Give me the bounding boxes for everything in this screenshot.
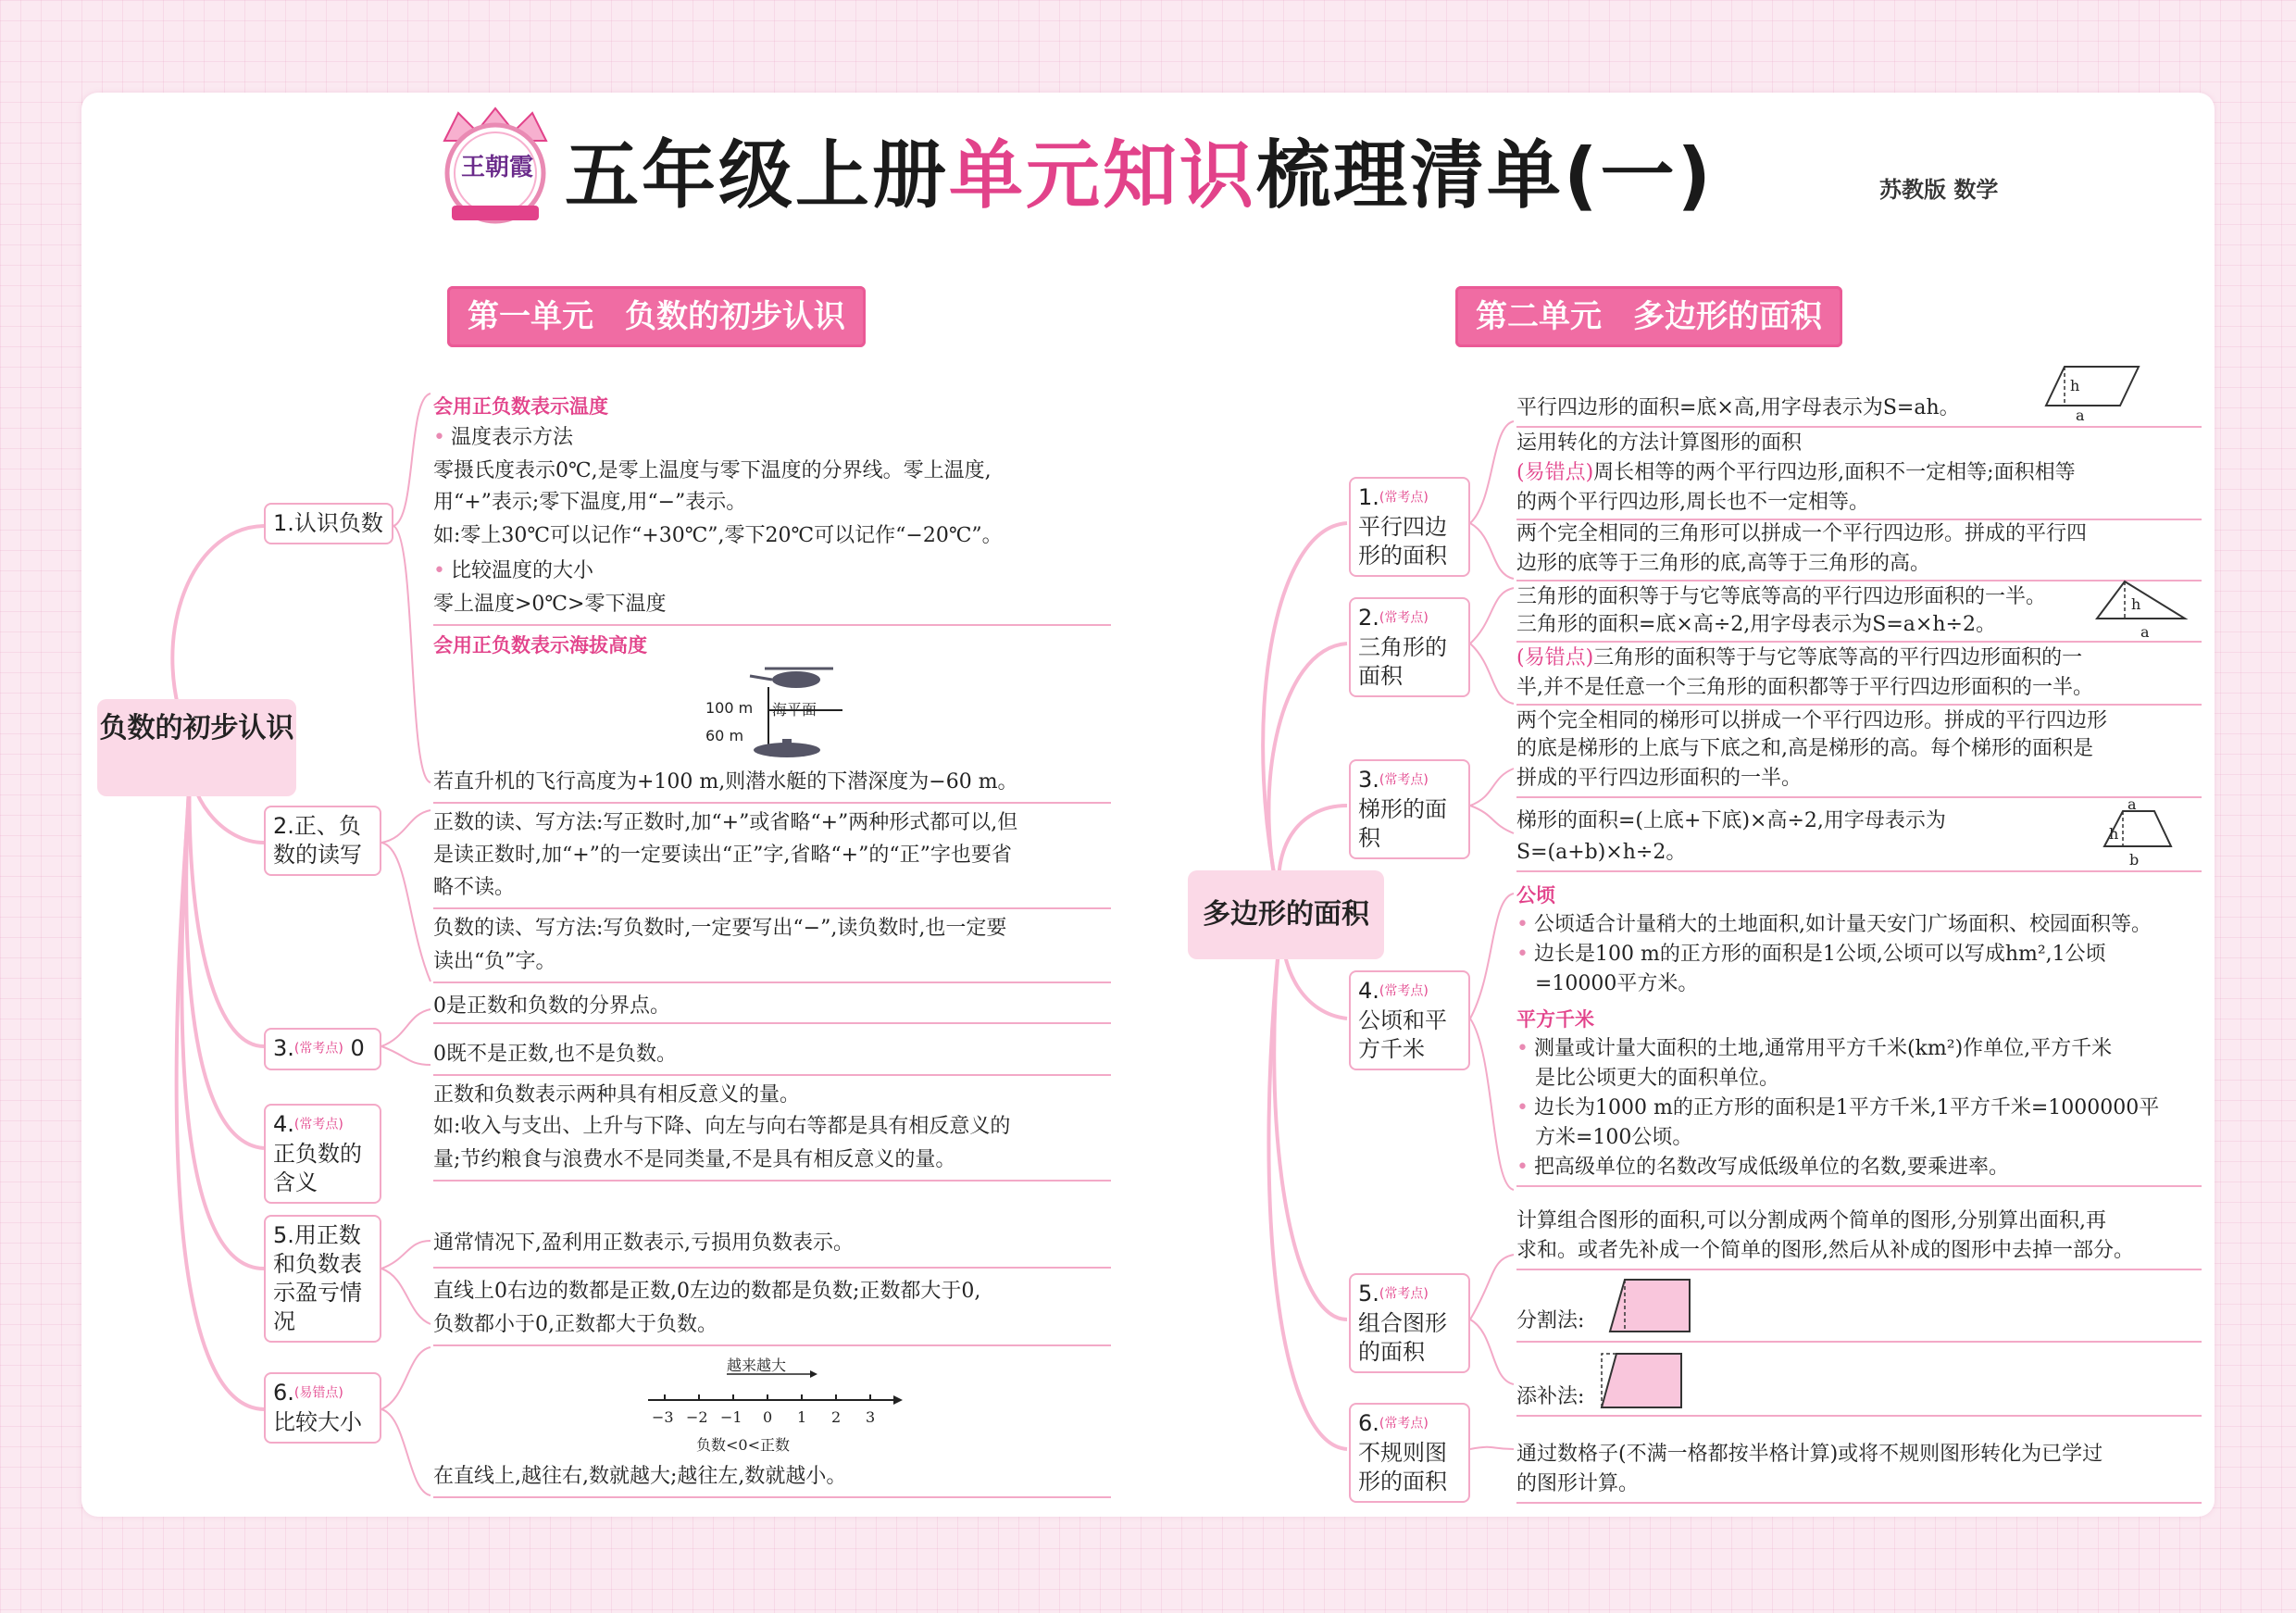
divider (433, 624, 1111, 626)
altitude-heading: 会用正负数表示海拔高度 (433, 634, 647, 656)
fig-label-a: a (2140, 623, 2150, 641)
read-write-positive-2: 是读正数时,加“+”的一定要读出“正”字,省略“+”的“正”字也要省 (433, 844, 1012, 867)
tick-label: 1 (797, 1408, 807, 1426)
parallelogram-figure (2041, 363, 2143, 422)
zero-line-1: 0是正数和负数的分界点。 (433, 994, 670, 1018)
triangle-line-1: 三角形的面积等于与它等底等高的平行四边形面积的一半。 (1516, 585, 2047, 608)
split-method-label: 分割法: (1516, 1309, 1585, 1332)
composite-line-2: 求和。或者先补成一个简单的图形,然后从补成的图形中去掉一部分。 (1516, 1239, 2134, 1262)
unit1-node-2: 2.正、负数的读写 (264, 806, 381, 876)
divider (1516, 1269, 2202, 1270)
page-title: 五年级上册单元知识梳理清单(一) (565, 132, 1715, 219)
parallelogram-error-1: 周长相等的两个平行四边形,面积不一定相等;面积相等 (1593, 461, 2076, 484)
temp-line-2: 用“+”表示;零下温度,用“−”表示。 (433, 491, 747, 514)
divider (1516, 870, 2202, 872)
tick-label: −1 (720, 1408, 742, 1426)
tick-label: −3 (652, 1408, 674, 1426)
sqkm-bullet-3: • 把高级单位的名数改写成低级单位的名数,要乘进率。 (1516, 1152, 2009, 1183)
parallelogram-method: 运用转化的方法计算图形的面积 (1516, 431, 1803, 455)
unit1-banner: 第一单元 负数的初步认识 (447, 286, 866, 347)
divider (1516, 796, 2202, 798)
temp-line-3: 如:零上30℃可以记作“+30℃”,零下20℃可以记作“−20℃”。 (433, 524, 1003, 547)
hectare-bullet-2: • 边长是100 m的正方形的面积是1公顷,公顷可以写成hm²,1公顷 (1516, 939, 2106, 970)
fig-label-h: h (2070, 377, 2080, 394)
sqkm-bullet-1: • 测量或计量大面积的土地,通常用平方千米(km²)作单位,平方千米 (1516, 1033, 2112, 1065)
error-tag: (易错点) (1516, 461, 1594, 484)
unit1-node-5: 5.用正数和负数表示盈亏情况 (264, 1215, 381, 1343)
unit1-node-3: 3.(常考点) 0 (264, 1028, 381, 1070)
sqkm-bullet-2: • 边长为1000 m的正方形的面积是1平方千米,1平方千米=1000000平 (1516, 1093, 2159, 1124)
meaning-line-3: 量;节约粮食与浪费水不是同类量,不是具有相反意义的量。 (433, 1148, 956, 1171)
temp-heading: 会用正负数表示温度 (433, 395, 608, 418)
divider (433, 1022, 1111, 1024)
parallelogram-formula: 平行四边形的面积=底×高,用字母表示为S=ah。 (1516, 396, 1960, 419)
divider (433, 1180, 1111, 1182)
unit1-node-6: 6.(易错点) 比较大小 (264, 1372, 381, 1444)
divider (433, 907, 1111, 909)
read-write-negative-1: 负数的读、写方法:写负数时,一定要写出“−”,读负数时,也一定要 (433, 917, 1007, 940)
compare-line-2: 负数都小于0,正数都大于负数。 (433, 1313, 718, 1336)
unit1-node-1: 1.认识负数 (264, 503, 393, 544)
parallelogram-error-2: 的两个平行四边形,周长也不一定相等。 (1516, 491, 1869, 514)
altitude-up-label: 100 m (705, 699, 754, 717)
fig-label-b: b (2129, 851, 2140, 869)
sqkm-bullet-2b: 方米=100公顷。 (1535, 1126, 1693, 1149)
divider (433, 1344, 1111, 1346)
triangle-formula: 三角形的面积=底×高÷2,用字母表示为S=a×h÷2。 (1516, 613, 1996, 636)
temp-bullet-2: • 比较温度的大小 (433, 556, 593, 587)
triangle-error-1: 三角形的面积等于与它等底等高的平行四边形面积的一 (1593, 646, 2083, 669)
sqkm-bullet-1b: 是比公顷更大的面积单位。 (1535, 1067, 1780, 1090)
hectare-bullet-1: • 公顷适合计量稍大的土地面积,如计量天安门广场面积、校园面积等。 (1516, 909, 2152, 941)
brand-logo-text: 王朝霞 (460, 154, 533, 181)
tick-label: 3 (866, 1408, 876, 1426)
unit2-node-3: 3.(常考点) 梯形的面积 (1349, 759, 1470, 859)
divider (433, 802, 1111, 804)
divider (1516, 1341, 2202, 1343)
unit1-node-4: 4.(常考点) 正负数的含义 (264, 1104, 381, 1204)
temp-line-4: 零上温度>0℃>零下温度 (433, 593, 667, 616)
trapezoid-line-1: 两个完全相同的梯形可以拼成一个平行四边形。拼成的平行四边形 (1516, 709, 2108, 732)
altitude-down-label: 60 m (705, 727, 744, 744)
divider (433, 1074, 1111, 1076)
divider (1516, 1415, 2202, 1417)
fill-method-figure (1598, 1348, 1686, 1411)
profit-loss-line: 通常情况下,盈利用正数表示,亏损用负数表示。 (433, 1232, 854, 1255)
tick-label: −2 (686, 1408, 708, 1426)
fig-label-a: a (2128, 795, 2137, 813)
unit2-node-4: 4.(常考点) 公顷和平方千米 (1349, 970, 1470, 1070)
fig-label-h: h (2109, 825, 2119, 843)
unit2-node-5: 5.(常考点) 组合图形的面积 (1349, 1273, 1470, 1373)
fill-method-label: 添补法: (1516, 1385, 1585, 1408)
hectare-heading: 公顷 (1516, 884, 1555, 907)
edition-label: 苏教版 数学 (1879, 177, 1999, 203)
unit2-node-2: 2.(常考点) 三角形的面积 (1349, 597, 1470, 697)
zero-line-2: 0既不是正数,也不是负数。 (433, 1043, 677, 1066)
meaning-line-2: 如:收入与支出、上升与下降、向左与向右等都是具有相反意义的 (433, 1115, 1011, 1138)
irregular-line-1: 通过数格子(不满一格都按半格计算)或将不规则图形转化为已学过 (1516, 1443, 2103, 1466)
triangle-error-2: 半,并不是任意一个三角形的面积都等于平行四边形面积的一半。 (1516, 676, 2093, 699)
tick-label: 0 (763, 1408, 773, 1426)
fig-label-a: a (2076, 406, 2085, 424)
divider (1516, 1502, 2202, 1504)
unit1-central-node: 负数的初步认识 (97, 699, 296, 796)
parallelogram-triangle-2: 边形的底等于三角形的底,高等于三角形的高。 (1516, 552, 1930, 575)
unit2-banner: 第二单元 多边形的面积 (1455, 286, 1842, 347)
fig-label-h: h (2131, 595, 2141, 613)
irregular-line-2: 的图形计算。 (1516, 1472, 1640, 1495)
altitude-line: 若直升机的飞行高度为+100 m,则潜水艇的下潜深度为−60 m。 (433, 770, 1018, 794)
divider (433, 1496, 1111, 1498)
number-line-arrow-label: 越来越大 (727, 1357, 787, 1374)
divider (1516, 1185, 2202, 1187)
trapezoid-line-2: 的底是梯形的上底与下底之和,高是梯形的高。每个梯形的面积是 (1516, 737, 2093, 760)
divider (433, 982, 1111, 983)
meaning-line-1: 正数和负数表示两种具有相反意义的量。 (433, 1083, 801, 1107)
temp-bullet-1: • 温度表示方法 (433, 422, 573, 454)
number-line-caption: 负数<0<正数 (696, 1436, 790, 1454)
composite-line-1: 计算组合图形的面积,可以分割成两个简单的图形,分别算出面积,再 (1516, 1209, 2106, 1232)
read-write-positive-3: 略不读。 (433, 876, 516, 899)
unit2-central-node: 多边形的面积 (1188, 870, 1384, 959)
compare-line-1: 直线上0右边的数都是正数,0左边的数都是负数;正数都大于0, (433, 1280, 981, 1303)
read-write-positive-1: 正数的读、写方法:写正数时,加“+”或省略“+”两种形式都可以,但 (433, 811, 1018, 834)
trapezoid-formula-2: S=(a+b)×h÷2。 (1516, 841, 1687, 864)
compare-line-3: 在直线上,越往右,数就越大;越往左,数就越小。 (433, 1465, 847, 1488)
divider (433, 1267, 1111, 1269)
parallelogram-triangle-1: 两个完全相同的三角形可以拼成一个平行四边形。拼成的平行四 (1516, 522, 2088, 545)
hectare-bullet-2b: =10000平方米。 (1535, 972, 1699, 995)
trapezoid-line-3: 拼成的平行四边形面积的一半。 (1516, 767, 1803, 790)
tick-label: 2 (831, 1408, 842, 1426)
trapezoid-formula-1: 梯形的面积=(上底+下底)×高÷2,用字母表示为 (1516, 809, 1946, 832)
sqkm-heading: 平方千米 (1516, 1008, 1594, 1031)
read-write-negative-2: 读出“负”字。 (433, 950, 556, 973)
error-tag: (易错点) (1516, 646, 1594, 669)
unit2-node-6: 6.(常考点) 不规则图形的面积 (1349, 1403, 1470, 1503)
temp-line-1: 零摄氏度表示0℃,是零上温度与零下温度的分界线。零上温度, (433, 459, 992, 482)
sea-level-label: 海平面 (772, 701, 817, 719)
unit2-node-1: 1.(常考点) 平行四边形的面积 (1349, 477, 1470, 577)
split-method-figure (1606, 1276, 1694, 1337)
